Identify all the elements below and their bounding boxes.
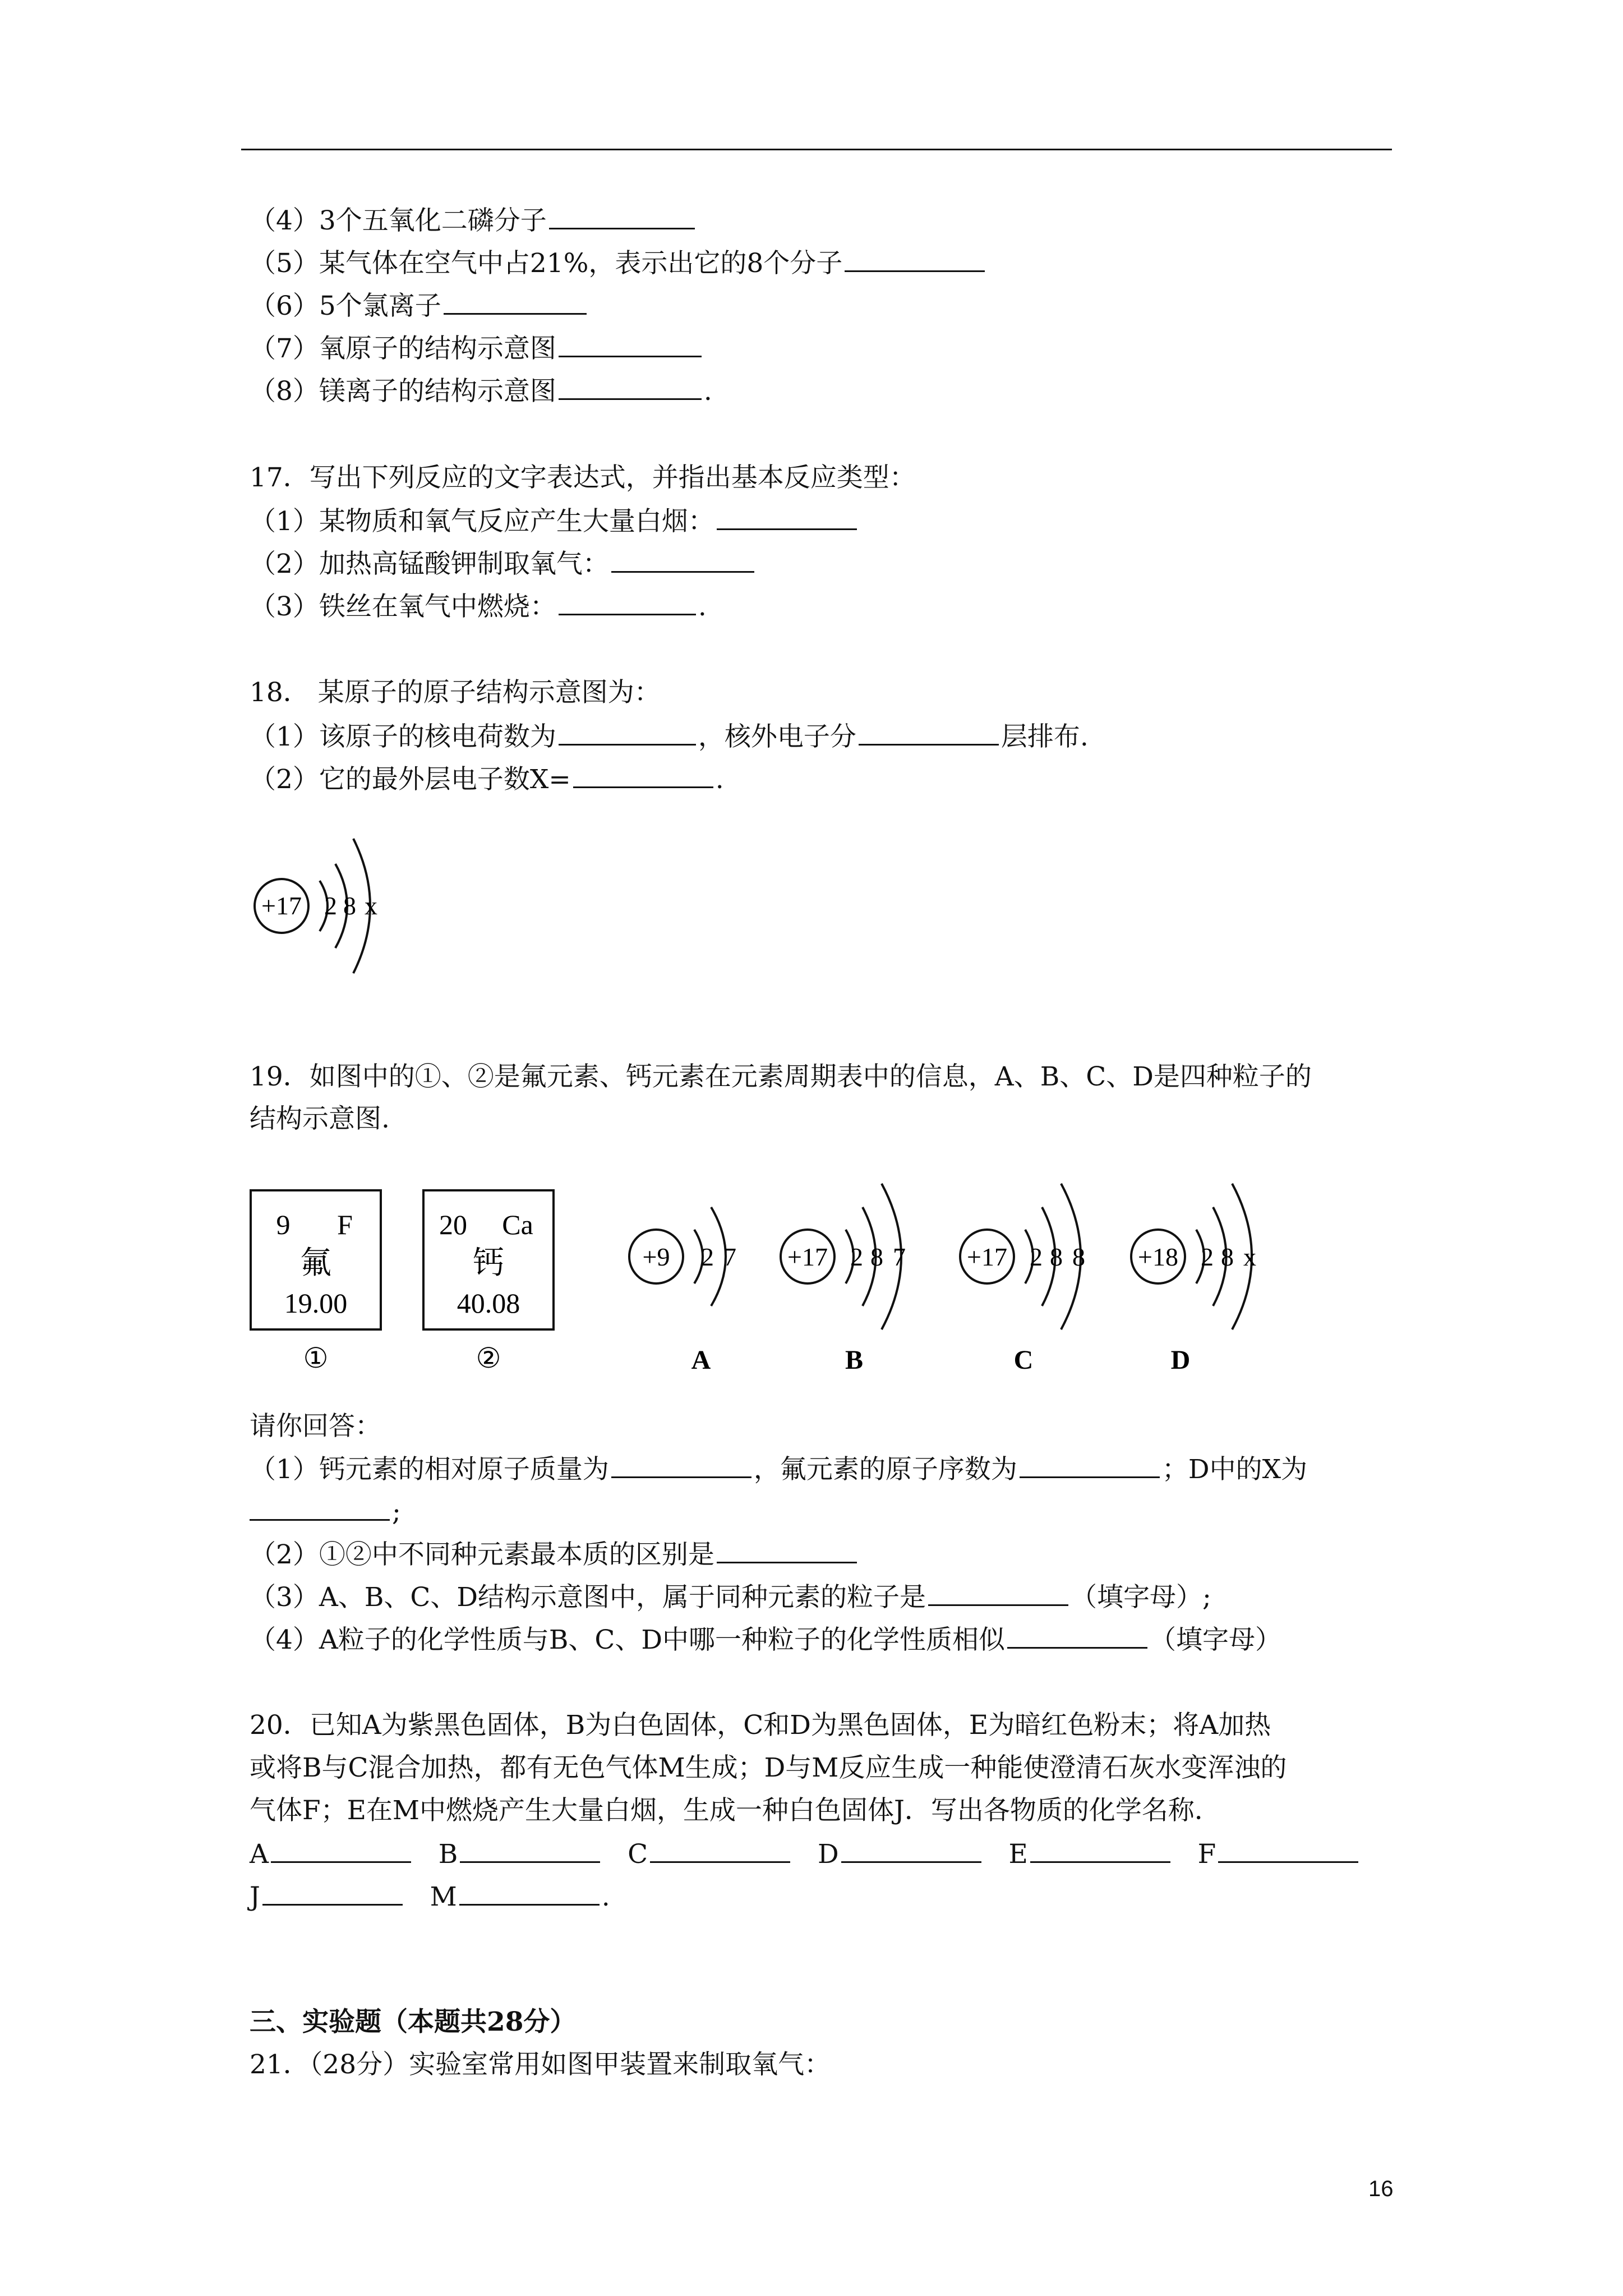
answer-blank[interactable] xyxy=(841,1837,981,1863)
answer-blank[interactable] xyxy=(549,203,695,229)
answer-blank[interactable] xyxy=(611,546,754,573)
answer-blank[interactable] xyxy=(559,331,702,357)
q18-stem: 18． 某原子的原子结构示意图为： xyxy=(250,677,661,708)
nucleus-charge: +18 xyxy=(1138,1243,1178,1271)
q18-item-2: （2）它的最外层电子数X= . xyxy=(250,762,724,797)
q19-item-3: （3）A、B、C、D结构示意图中，属于同种元素的粒子是 （填字母）; xyxy=(250,1580,1211,1614)
q19-item-2: （2）①②中不同种元素最本质的区别是 xyxy=(250,1537,859,1572)
shell-count: 8 xyxy=(870,1243,883,1271)
header-rule xyxy=(241,149,1392,150)
q17-item-1: （1）某物质和氧气反应产生大量白烟： xyxy=(250,504,859,539)
answer-blank[interactable] xyxy=(559,589,696,615)
particle-letter: C xyxy=(1013,1345,1034,1375)
nucleus-charge: +17 xyxy=(967,1243,1007,1271)
particle-diagram-c xyxy=(953,1167,1122,1391)
nucleus-charge: +17 xyxy=(261,891,302,920)
shell-count: 8 xyxy=(343,891,356,920)
q19-item-1: （1）钙元素的相对原子质量为 ，氟元素的原子序数为 ；D中的X为 xyxy=(250,1452,1307,1487)
element-name: 钙 xyxy=(473,1246,504,1281)
atomic-mass: 40.08 xyxy=(457,1287,520,1319)
q19-prompt: 请你回答： xyxy=(250,1411,381,1442)
answer-blank[interactable] xyxy=(859,719,999,746)
answer-blank[interactable] xyxy=(271,1837,411,1863)
q17-stem: 17．写出下列反应的文字表达式，并指出基本反应类型： xyxy=(250,462,916,493)
answer-blank[interactable] xyxy=(1030,1837,1170,1863)
shell-count: 2 xyxy=(701,1243,714,1271)
q20-answers-row-2: J M . xyxy=(250,1879,610,1914)
answer-blank[interactable] xyxy=(650,1837,790,1863)
atomic-number: 9 xyxy=(276,1209,291,1240)
page-number: 16 xyxy=(1368,2177,1394,2201)
q18-item-1: （1）该原子的核电荷数为 ，核外电子分 层排布. xyxy=(250,719,1089,754)
shell-count: x xyxy=(365,891,377,920)
nucleus-charge: +9 xyxy=(642,1243,670,1271)
answer-blank[interactable] xyxy=(460,1837,600,1863)
atomic-number: 20 xyxy=(439,1209,467,1240)
q20-stem-line-2: 或将B与C混合加热，都有无色气体M生成；D与M反应生成一种能使澄清石灰水变浑浊的 xyxy=(250,1752,1287,1783)
q16-item-6: （6）5个氯离子 xyxy=(250,288,589,323)
answer-blank[interactable] xyxy=(611,1452,751,1478)
element-cell-calcium xyxy=(422,1189,557,1380)
answer-blank[interactable] xyxy=(559,374,702,400)
q20-answers-row-1: A B C D E F xyxy=(250,1837,1361,1871)
particle-diagram-a xyxy=(623,1167,768,1391)
q20-stem-line-1: 20．已知A为紫黑色固体，B为白色固体，C和D为黑色固体，E为暗红色粉末；将A加热 xyxy=(250,1710,1271,1741)
answer-blank[interactable] xyxy=(444,288,587,315)
q21-stem: 21．（28分）实验室常用如图甲装置来制取氧气： xyxy=(250,2049,831,2080)
shell-count: 2 xyxy=(324,891,337,920)
shell-count: 2 xyxy=(1201,1243,1214,1271)
element-name: 氟 xyxy=(300,1246,331,1281)
element-label: ① xyxy=(303,1342,329,1374)
section-heading: 三、实验题（本题共28分） xyxy=(250,2007,577,2037)
shell-count: 2 xyxy=(850,1243,863,1271)
particle-diagram-b xyxy=(774,1167,942,1391)
q16-item-7: （7）氧原子的结构示意图 xyxy=(250,331,704,366)
particle-diagram-d xyxy=(1124,1167,1293,1391)
q16-item-4: （4）3个五氧化二磷分子 xyxy=(250,203,697,238)
answer-blank[interactable] xyxy=(559,719,696,746)
nucleus-charge: +17 xyxy=(787,1243,828,1271)
element-symbol: Ca xyxy=(502,1209,533,1240)
shell-count: x xyxy=(1243,1243,1256,1271)
answer-blank[interactable] xyxy=(717,1537,857,1563)
answer-blank[interactable] xyxy=(573,762,713,788)
element-cell-fluorine xyxy=(250,1189,384,1380)
answer-blank[interactable] xyxy=(1007,1622,1147,1649)
shell-count: 2 xyxy=(1030,1243,1043,1271)
answer-blank[interactable] xyxy=(262,1879,403,1906)
q20-stem-line-3: 气体F；E在M中燃烧产生大量白烟，生成一种白色固体J．写出各物质的化学名称． xyxy=(250,1795,1221,1826)
shell-count: 7 xyxy=(893,1243,906,1271)
shell-count: 8 xyxy=(1072,1243,1085,1271)
particle-letter: B xyxy=(845,1345,864,1375)
answer-blank[interactable] xyxy=(928,1580,1068,1606)
q17-item-3: （3）铁丝在氧气中燃烧： . xyxy=(250,589,707,624)
q19-stem-line-1: 19．如图中的①、②是氟元素、钙元素在元素周期表中的信息，A、B、C、D是四种粒子的 xyxy=(250,1061,1312,1092)
shell-count: 8 xyxy=(1050,1243,1063,1271)
particle-letter: A xyxy=(691,1345,711,1375)
answer-blank[interactable] xyxy=(459,1879,600,1906)
answer-blank[interactable] xyxy=(717,504,857,530)
answer-blank[interactable] xyxy=(250,1494,390,1521)
atomic-mass: 19.00 xyxy=(284,1287,348,1319)
q16-item-8: （8）镁离子的结构示意图 . xyxy=(250,374,712,408)
q19-stem-line-2: 结构示意图. xyxy=(250,1103,390,1134)
shell-count: 7 xyxy=(723,1243,736,1271)
q18-atom-diagram xyxy=(247,816,404,996)
q19-item-4: （4）A粒子的化学性质与B、C、D中哪一种粒子的化学性质相似 （填字母） xyxy=(250,1622,1281,1657)
answer-blank[interactable] xyxy=(1218,1837,1358,1863)
shell-count: 8 xyxy=(1221,1243,1234,1271)
particle-letter: D xyxy=(1170,1345,1191,1375)
answer-blank[interactable] xyxy=(1020,1452,1160,1478)
q17-item-2: （2）加热高锰酸钾制取氧气： xyxy=(250,546,757,581)
q19-item-1-cont: ; xyxy=(250,1494,401,1529)
element-label: ② xyxy=(476,1342,501,1374)
element-symbol: F xyxy=(337,1209,353,1240)
q16-item-5: （5）某气体在空气中占21%，表示出它的8个分子 xyxy=(250,246,987,280)
answer-blank[interactable] xyxy=(845,246,985,272)
